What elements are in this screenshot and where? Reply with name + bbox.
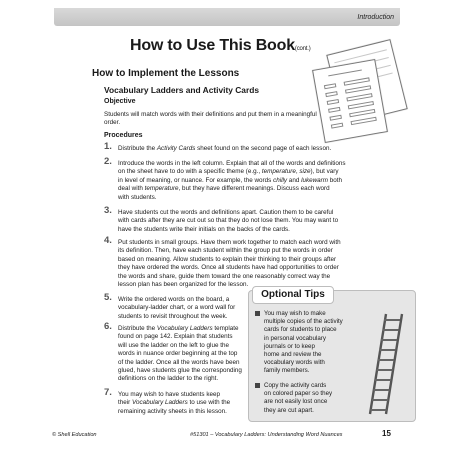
step-text-line: Have students cut the words and definitions apart. Caution them to be careful xyxy=(118,209,334,216)
step-text-line: deal with temperature, but they have different meanings. Discuss each word xyxy=(118,185,330,193)
tip-text-line: journals or to keep xyxy=(264,342,315,350)
procedure-step xyxy=(104,141,408,153)
tip-text-line: are not easily lost once xyxy=(264,398,328,406)
step-text-line: Write the ordered words on the board, a xyxy=(118,296,230,303)
step-text-line: vocabulary-ladder chart, or a word wall for xyxy=(118,304,236,312)
procedure-step xyxy=(104,205,418,234)
tip-text-line: You may wish to make xyxy=(264,310,326,317)
tip-item xyxy=(264,310,343,376)
step-text-line: remaining activity sheets in this lesson. xyxy=(118,407,227,415)
step-text-line: with students. xyxy=(118,193,157,201)
step-text-line: glued, have students glue the corresponding xyxy=(118,367,242,375)
footer-publisher: © Shell Education xyxy=(52,432,97,438)
subsection-heading: Vocabulary Ladders and Activity Cards xyxy=(104,85,259,95)
objective-text: Students will match words with their definitions and put them in a meaningful order. xyxy=(104,111,317,127)
optional-tips-title: Optional Tips xyxy=(252,286,334,304)
step-text-line: Distribute the Vocabulary Ladders template xyxy=(118,325,239,332)
objective-heading: Objective xyxy=(104,98,136,105)
title-suffix: (cont.) xyxy=(294,46,311,52)
tip-text-line: vocabulary words with xyxy=(264,359,325,367)
procedure-step xyxy=(104,321,246,384)
activity-sheet-thumbnail-front xyxy=(312,59,388,143)
step-number: 3. xyxy=(104,205,112,216)
step-text-line: words in nuance order beginning at the top xyxy=(118,350,238,358)
step-text-line: their Vocabulary Ladders to use with the xyxy=(118,399,231,407)
tip-text-line: Copy the activity cards xyxy=(264,382,327,389)
step-number: 2. xyxy=(104,156,112,167)
procedures-heading: Procedures xyxy=(104,132,143,139)
procedure-step xyxy=(104,292,246,321)
step-text-line: based on meaning. Allow students to explain their thinking to their groups after xyxy=(118,255,337,263)
step-number: 1. xyxy=(104,141,112,152)
section-heading: How to Implement the Lessons xyxy=(92,68,240,79)
step-number: 4. xyxy=(104,235,112,246)
section-label: Introduction xyxy=(357,14,394,21)
step-text-line: Put students in small groups. Have them work together to match each word with xyxy=(118,239,341,246)
step-text-line: students to revisit throughout the week. xyxy=(118,312,228,320)
title-main: How to Use This Book xyxy=(130,37,295,54)
step-text-line: Distribute the Activity Cards sheet found on the second page of each lesson. xyxy=(118,145,332,152)
step-number: 7. xyxy=(104,387,112,398)
tip-text-line: cards for students to place xyxy=(264,326,337,334)
step-number: 5. xyxy=(104,292,112,303)
procedure-step xyxy=(104,156,418,202)
procedure-step xyxy=(104,235,418,289)
tip-item xyxy=(264,382,332,415)
tip-text-line: they are cut apart. xyxy=(264,406,314,414)
step-text-line: of the ladder. Once all the words have been xyxy=(118,358,240,366)
step-text-line: on the sheet have to do with a specific theme (e.g., temperature, size), but vary xyxy=(118,168,339,176)
step-text-line: they have ordered the words. Once all students have had opportunities to order xyxy=(118,264,339,272)
step-text-line: its definition. Then, have each student within the group put the words in order xyxy=(118,247,333,255)
tip-text-line: on colored paper so they xyxy=(264,390,333,398)
step-text-line: have the students write their initials on the backs of the cards. xyxy=(118,225,290,233)
tip-text-line: family members. xyxy=(264,367,310,375)
step-text-line: will use the ladder on the left to glue the xyxy=(118,341,229,349)
step-text-line: definitions on the ladder to the right. xyxy=(118,375,219,383)
step-text-line: the words and share, guide them toward the one reasonably correct way the xyxy=(118,272,331,280)
ladder-icon xyxy=(364,312,406,416)
step-text-line: found on page 142. Explain that students xyxy=(118,333,233,341)
page-number: 15 xyxy=(382,429,391,438)
step-number: 6. xyxy=(104,321,112,332)
step-text-line: Introduce the words in the left column. Explain that all of the words and definitions xyxy=(118,160,346,167)
tip-text-line: multiple copies of the activity xyxy=(264,318,343,326)
step-text-line: in level of meaning, or nuance. For example, the words chilly and lukewarm both xyxy=(118,176,343,184)
step-text-line: with cards after they are cut out so that they do not lose them. You may want to xyxy=(118,217,339,225)
header-tab xyxy=(54,8,400,26)
step-text-line: You may wish to have students keep xyxy=(118,391,220,398)
square-bullet-icon xyxy=(255,383,260,388)
step-text-line: lesson plan has been organized for the lesson. xyxy=(118,281,249,289)
procedure-step xyxy=(104,387,246,416)
square-bullet-icon xyxy=(255,311,260,316)
tip-text-line: home and review the xyxy=(264,351,322,359)
footer-product: #51301 – Vocabulary Ladders: Understanding Word Nuances xyxy=(190,432,343,438)
tip-text-line: in personal vocabulary xyxy=(264,334,326,342)
page-title xyxy=(130,37,311,55)
